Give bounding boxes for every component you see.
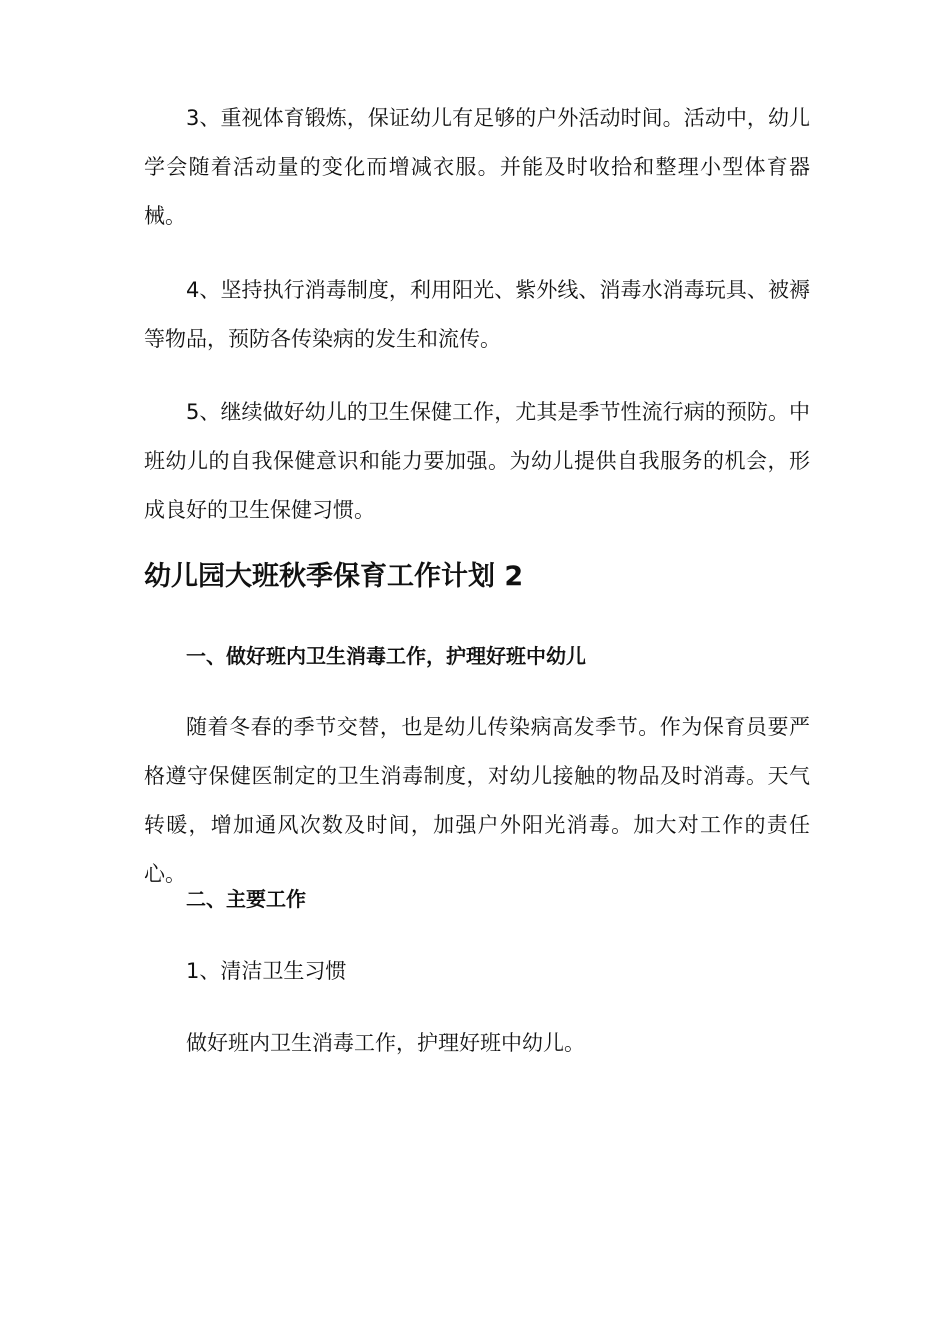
paragraph-health-care: 5、继续做好幼儿的卫生保健工作，尤其是季节性流行病的预防。中班幼儿的自我保健意识和能力要加强。为幼儿提供自我服务的机会，形成良好的卫生保健习惯。 (144, 400, 810, 522)
section-heading-1: 一、做好班内卫生消毒工作，护理好班中幼儿 (186, 644, 586, 668)
section-heading-2: 二、主要工作 (186, 887, 306, 911)
paragraph-disinfection: 4、坚持执行消毒制度，利用阳光、紫外线、消毒水消毒玩具、被褥等物品，预防各传染病的发生和流传。 (144, 278, 810, 351)
paragraph-physical-exercise: 3、重视体育锻炼，保证幼儿有足够的户外活动时间。活动中，幼儿学会随着活动量的变化而增减衣服。并能及时收拾和整理小型体育器械。 (144, 106, 810, 228)
section1-paragraph: 随着冬春的季节交替，也是幼儿传染病高发季节。作为保育员要严格遵守保健医制定的卫生消毒制度，对幼儿接触的物品及时消毒。天气转暖，增加通风次数及时间，加强户外阳光消毒。加大对工作的责任心。 (144, 715, 810, 886)
list-item-1: 1、清洁卫生习惯 (186, 959, 347, 983)
document-title: 幼儿园大班秋季保育工作计划 2 (144, 561, 524, 592)
list-item-1-text: 做好班内卫生消毒工作，护理好班中幼儿。 (186, 1031, 585, 1055)
